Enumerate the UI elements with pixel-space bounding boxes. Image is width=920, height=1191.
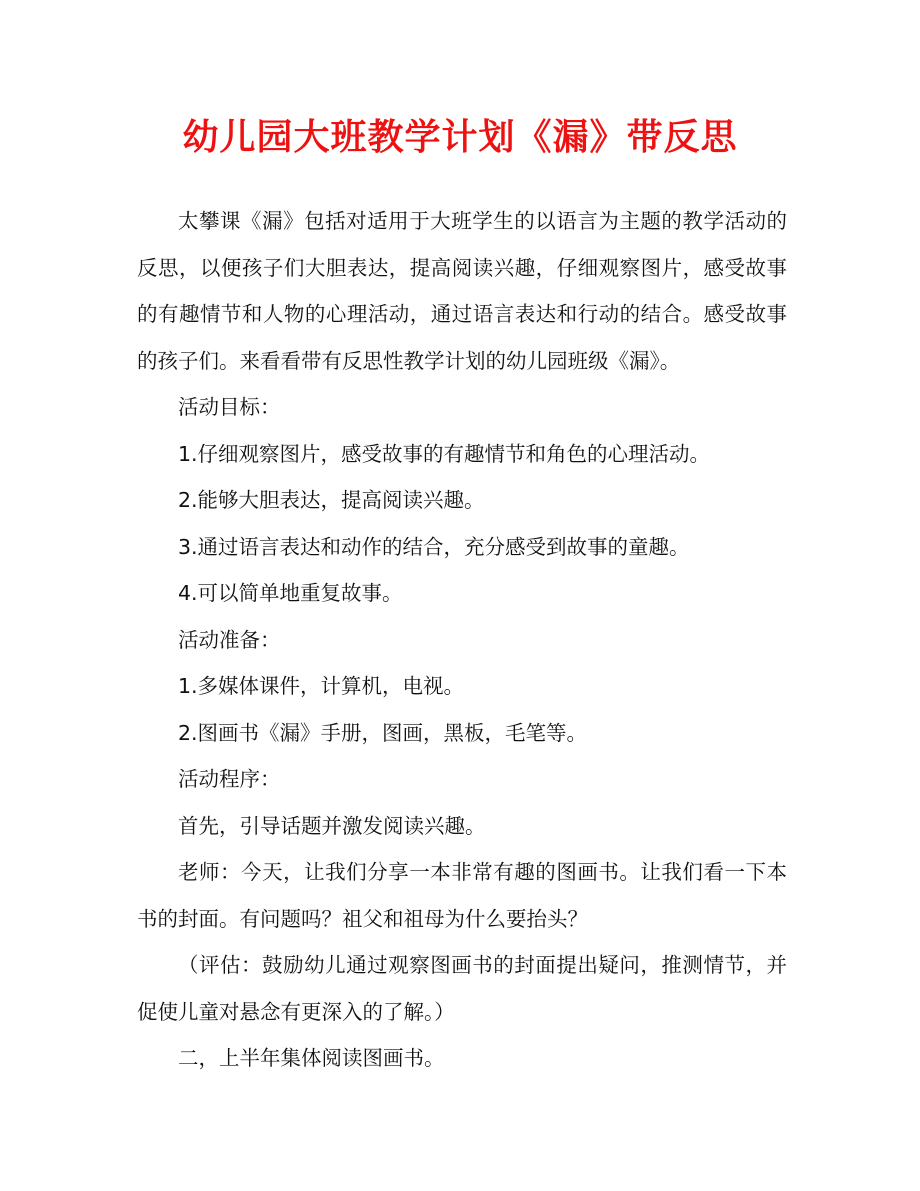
procedure-step: 首先，引导话题并激发阅读兴趣。: [178, 813, 486, 838]
objective-item: 4.可以简单地重复故事。: [178, 581, 403, 605]
procedure-step: 二，上半年集体阅读图画书。: [178, 1046, 445, 1070]
objective-item: 1.仔细观察图片，感受故事的有趣情节和角色的心理活动。: [178, 441, 711, 466]
section-heading-preparation: 活动准备：: [178, 627, 281, 652]
preparation-item: 1.多媒体课件，计算机，电视。: [178, 674, 465, 698]
intro-paragraph: 太攀课《漏》包括对适用于大班学生的以语言为主题的教学活动的反思，以便孩子们大胆表达，提高阅读兴趣，仔细观察图片，感受故事的有趣情节和人物的心理活动，通过语言表达和行动的结合。感受故事的孩子们。来看看带有反思性教学计划的幼儿园班级《漏》。: [137, 209, 787, 373]
section-heading-procedure: 活动程序：: [178, 767, 281, 791]
evaluation-note: （评估：鼓励幼儿通过观察图画书的封面提出疑问，推测情节，并促使儿童对悬念有更深入的了解。）: [137, 953, 787, 1024]
teacher-dialogue-paragraph: 老师：今天，让我们分享一本非常有趣的图画书。让我们看一下本书的封面。有问题吗？祖父和祖母为什么要抬头？: [137, 860, 787, 931]
objective-item: 3.通过语言表达和动作的结合，充分感受到故事的童趣。: [178, 534, 690, 559]
objective-item: 2.能够大胆表达，提高阅读兴趣。: [178, 488, 485, 512]
document-body: [137, 198, 787, 1082]
document-title: 幼儿园大班教学计划《漏》带反思: [182, 116, 738, 158]
preparation-item: 2.图画书《漏》手册，图画，黑板，毛笔等。: [178, 720, 588, 745]
section-heading-objectives: 活动目标：: [178, 395, 281, 419]
